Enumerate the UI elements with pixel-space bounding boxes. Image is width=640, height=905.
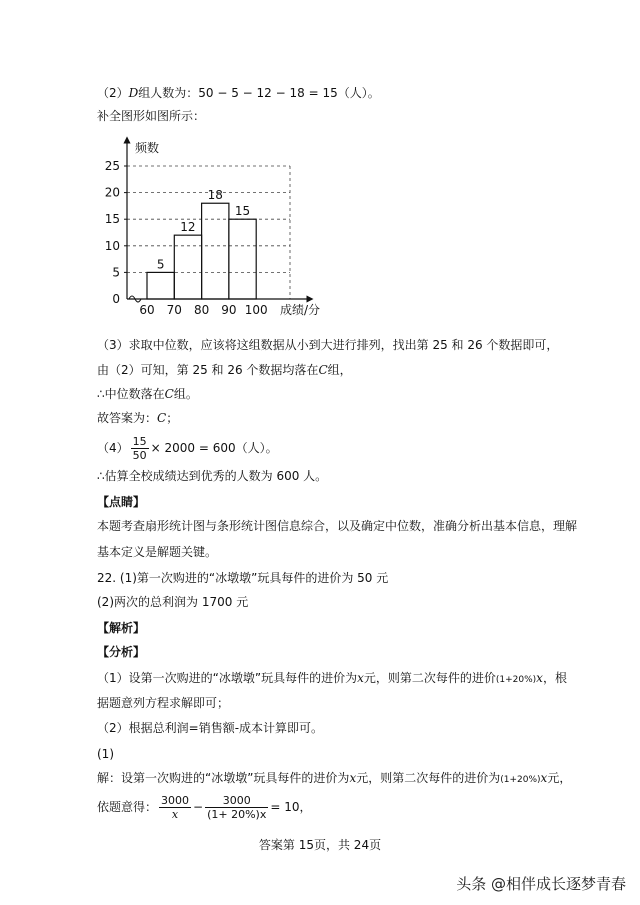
data-label: 12: [180, 220, 196, 235]
part2-line: （2）D组人数为：50 − 5 − 12 − 18 = 15（人）。: [97, 86, 380, 100]
fraction-15-50: $\frac{15}{50}$: [132, 435, 147, 462]
bar: [229, 219, 256, 299]
x-axis-label: 成绩/分: [280, 303, 321, 317]
part4-conclusion: ∴估算全校成绩达到优秀的人数为 600 人。: [97, 469, 328, 483]
y-tick-label: 10: [104, 238, 120, 253]
solution-line1: 解：设第一次购进的“冰墩墩”玩具每件的进价为x元，则第二次每件的进价为(1+20%)x元，: [97, 771, 572, 785]
data-label: 18: [207, 188, 223, 203]
y-tick-label: 5: [112, 265, 120, 280]
dianjing-line2: 基本定义是解题关键。: [97, 545, 218, 559]
y-tick-label: 15: [104, 212, 120, 227]
part3-line3: ∴中位数落在C组。: [97, 387, 198, 401]
fenxi-line1: （1）设第一次购进的“冰墩墩”玩具每件的进价为x元，则第二次每件的进价(1+20%)x，根: [97, 671, 567, 685]
y-tick-label: 0: [112, 292, 120, 306]
y-axis-label: 频数: [135, 141, 160, 155]
dianjing-title: 【点睛】: [97, 495, 146, 509]
histogram-chart: [100, 140, 340, 320]
fraction-3000-120x: $\frac{3000}{(1+ 20\%)x}$: [207, 794, 267, 821]
var-d: D: [128, 86, 139, 100]
bar: [147, 272, 174, 299]
solution-equation: 依题意得： $\frac{3000}{x}$ − $\frac{3000}{(1+ 20\%)x}$ = 10，: [97, 794, 312, 821]
fenxi-line3: （2）根据总利润=销售额-成本计算即可。: [97, 721, 324, 735]
dianjing-line1: 本题考查扇形统计图与条形统计图信息综合，以及确定中位数，准确分析出基本信息，理解: [97, 519, 578, 533]
supplement-line: 补全图形如图所示：: [97, 109, 206, 123]
solution-label: (1): [97, 747, 114, 761]
bar: [202, 203, 229, 299]
fenxi-line2: 据题意列方程求解即可；: [97, 696, 230, 710]
x-tick-label: 70: [166, 303, 182, 317]
page-footer: 答案第 15页，共 24页: [258, 838, 382, 852]
part3-line2: 由（2）可知，第 25 和 26 个数据均落在C组，: [97, 363, 352, 377]
part3-line1: （3）求取中位数，应该将这组数据从小到大进行排列，找出第 25 和 26 个数据即可，: [97, 338, 559, 352]
q22-line1: 22. (1)第一次购进的“冰墩墩”玩具每件的进价为 50 元: [97, 571, 389, 585]
x-tick-label: 90: [221, 303, 237, 317]
part4-line: （4） $\frac{15}{50}$ × 2000 = 600（人）。: [97, 435, 278, 462]
fraction-3000-x: $\frac{3000}{x}$: [161, 794, 190, 821]
fenxi-title: 【分析】: [97, 645, 146, 659]
data-label: 15: [234, 204, 251, 219]
y-tick-label: 20: [104, 185, 120, 200]
q22-line2: (2)两次的总利润为 1700 元: [97, 595, 249, 609]
jiexi-title: 【解析】: [97, 621, 146, 635]
watermark: 头条 @相伴成长逐梦青春: [456, 875, 626, 893]
y-tick-label: 25: [104, 159, 120, 173]
part3-line4: 故答案为：C；: [97, 411, 179, 425]
x-tick-label: 80: [193, 303, 210, 317]
bar: [174, 235, 201, 299]
data-label: 5: [156, 257, 165, 272]
x-tick-label: 60: [139, 303, 155, 317]
x-tick-label: 100: [244, 303, 268, 317]
